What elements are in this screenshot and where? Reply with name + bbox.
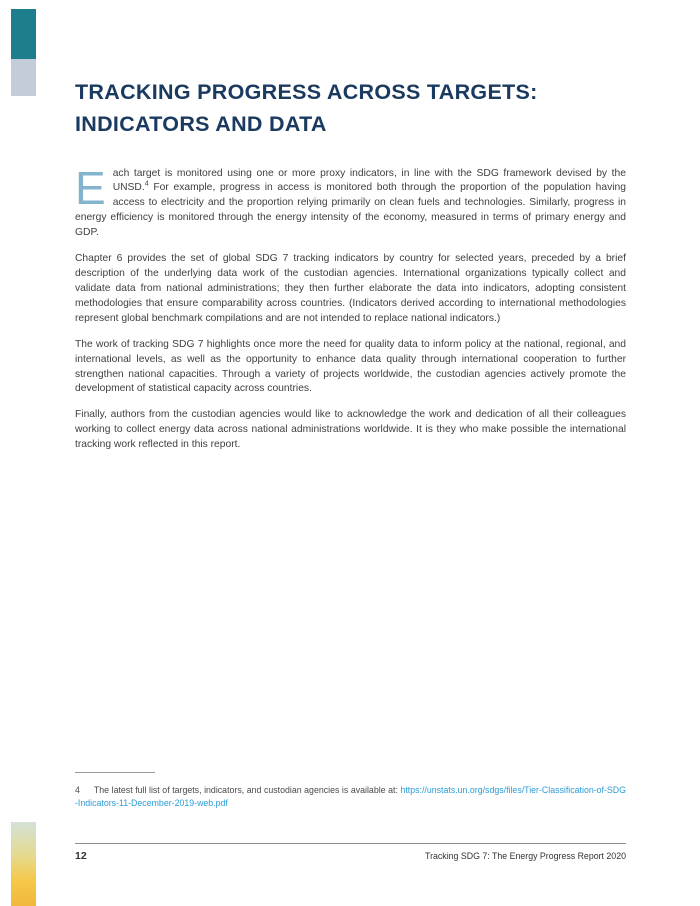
paragraph-1-text-cont: For example, progress in access is monitored both through the proportion of the population having access to electricity and the proportion relying primarily on clean fuels and technologies. Similarly, progress in energy efficiency is monitored through the energy intensity of the economy, measured in terms of primary energy and GDP. (75, 182, 626, 239)
drop-cap: E (75, 161, 106, 214)
footnote (75, 772, 626, 810)
page-title-line1: TRACKING PROGRESS ACROSS TARGETS: (75, 80, 538, 104)
footnote-number: 4 (75, 785, 80, 795)
footnote-text-block (75, 784, 626, 810)
paragraph-1 (75, 161, 626, 242)
page-content (75, 76, 626, 464)
page-title (75, 76, 626, 141)
paragraph-2: Chapter 6 provides the set of global SDG 7 tracking indicators by country for selected years, preceded by a brief description of the underlying data work of the custodian agencies. International organizations typically collect and validate data from national administrations; they then further elaborate the data into indicators, adopting consistent methodologies that ensure comparability across countries. (Indicators derived according to international methodologies represent global benchmark compilations and are not intended to replace national indicators.) (75, 253, 626, 324)
deco-tile-blue (11, 59, 36, 96)
footnote-text: The latest full list of targets, indicators, and custodian agencies is available at: (93, 785, 401, 795)
paragraph-1-text: ach target is monitored using one or more proxy indicators, in line with the SDG framework devised by the UNSD. (112, 167, 626, 194)
deco-tile-teal (11, 9, 36, 59)
page-footer (75, 843, 626, 862)
article-body (75, 161, 626, 454)
footnote-reference: 4 (144, 181, 149, 188)
page-number: 12 (75, 850, 87, 862)
report-title: Tracking SDG 7: The Energy Progress Report 2020 (425, 851, 626, 861)
deco-tile-gradient (11, 822, 36, 906)
paragraph-3: The work of tracking SDG 7 highlights once more the need for quality data to inform policy at the national, regional, and international levels, as well as the opportunity to enhance data quality through international cooperation to further strengthen national capacities. Through a variety of projects worldwide, the custodian agencies actively promote the development of statistical capacity across countries. (75, 338, 626, 395)
paragraph-4: Finally, authors from the custodian agencies would like to acknowledge the work and dedication of all their colleagues working to collect energy data across national administrations worldwide. It is they who make possible the international tracking work reflected in this report. (75, 409, 626, 451)
footnote-link[interactable]: https://unstats.un.org/sdgs/files/Tier-Classification-of-SDG-Indicators-11-December-2019-web.pdf (75, 785, 626, 808)
page-title-line2: INDICATORS AND DATA (75, 112, 327, 137)
footnote-divider (75, 772, 155, 773)
